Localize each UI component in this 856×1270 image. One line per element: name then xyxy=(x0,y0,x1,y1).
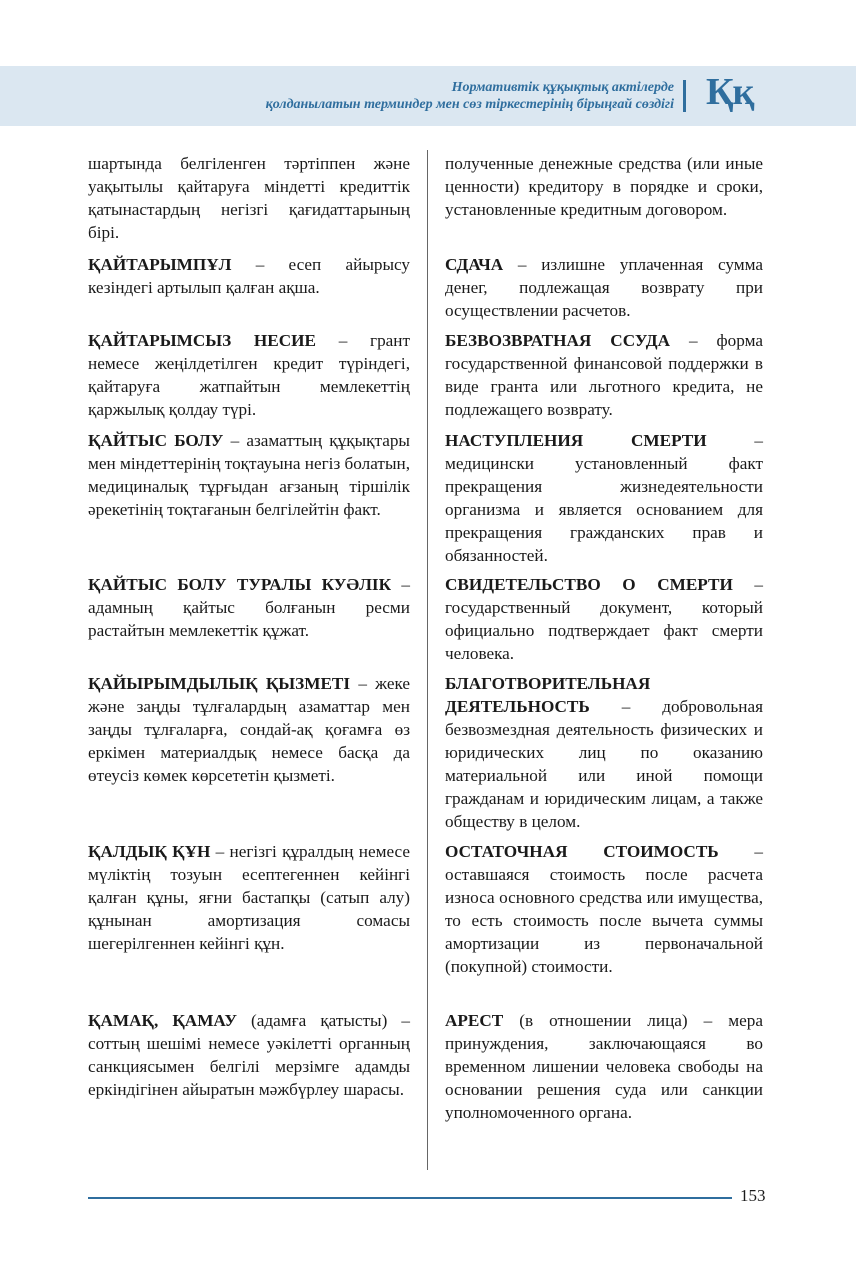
entry-kz xyxy=(88,1009,410,1101)
footer-rule xyxy=(88,1197,732,1199)
column-divider xyxy=(427,150,428,1170)
entry-term-kz: ҚАЙТАРЫМСЫЗ НЕСИЕ xyxy=(88,331,317,350)
entry-term-ru: СДАЧА xyxy=(445,255,504,274)
header-separator xyxy=(683,80,686,112)
entry-definition-kz: – адамның қайтыс болғанын ресми растайтын мемлекеттік құжат. xyxy=(88,575,410,640)
entry-definition-kz: – жеке және заңды тұлғалардың азаматтар мен заңды тұлғаларға, сондай-ақ қоғамға өз еркімен материалдық немесе басқа да өтеусіз көмек көрсететін қызметі. xyxy=(88,674,410,785)
entry-kz xyxy=(88,429,410,521)
entry-definition-kz: – есеп айырысу кезіндегі артылып қалған ақша. xyxy=(88,255,410,297)
entry-term-ru: АРЕСТ xyxy=(445,1011,504,1030)
entry-term-kz: ҚАЙЫРЫМДЫЛЫҚ ҚЫЗМЕТІ xyxy=(88,674,351,693)
section-letter: Ққ xyxy=(706,71,754,113)
entry-term-ru: ОСТАТОЧНАЯ СТОИМОСТЬ xyxy=(445,842,719,861)
entry-term-ru: НАСТУПЛЕНИЯ СМЕРТИ xyxy=(445,431,707,450)
entry-kz xyxy=(88,573,410,642)
entry-kz xyxy=(88,840,410,955)
entry-definition-ru: (в отношении лица) – мера принуждения, заключающаяся во временном лишении человека свободы на основании решения суда или санкции уполномоченного органа. xyxy=(445,1011,763,1122)
page-number: 153 xyxy=(740,1186,766,1205)
entry-ru xyxy=(445,672,763,833)
entry-term-ru: БЕЗВОЗВРАТНАЯ ССУДА xyxy=(445,331,671,350)
entry-kz xyxy=(88,672,410,787)
dictionary-title-line2: қолданылатын терминдер мен сөз тіркестерінің бірыңғай сөздігі xyxy=(265,97,674,112)
entry-definition-ru: – оставшаяся стоимость после расчета износа основного средства или имущества, то есть стоимость после вычета суммы амортизации из первоначальной (покупной) стоимости. xyxy=(445,842,763,976)
entry-term-kz: ҚАМАҚ, ҚАМАУ xyxy=(88,1011,237,1030)
dictionary-title-line1: Нормативтік құқықтық актілерде xyxy=(451,80,674,95)
entry-definition-kz: – негізгі құралдың немесе мүліктің тозуын есептегеннен кейінгі қалған құны, яғни бастапқы (сатып алу) құнынан амортизация сомасы шегерілгеннен кейінгі құн. xyxy=(88,842,410,953)
entry-definition-ru: – форма государственной финансовой поддержки в виде гранта или льготного кредита, не подлежащего возврату. xyxy=(445,331,763,419)
entry-ru xyxy=(445,429,763,567)
dictionary-title xyxy=(266,79,674,113)
entry-definition-kz: – грант немесе жеңілдетілген кредит түріндегі, қайтаруға жатпайтын мемлекеттің қаржылық қолдау түрі. xyxy=(88,331,410,419)
entry-definition-kz: – азаматтың құқықтары мен міндеттерінің тоқтауына негіз болатын, медициналық тұрғыдан ағзаның тіршілік әрекетінің тоқтағанын белгілейтін факт. xyxy=(88,431,410,519)
entry-term-ru: СВИДЕТЕЛЬСТВО О СМЕРТИ xyxy=(445,575,733,594)
entry-term-kz: ҚАЙТЫС БОЛУ ТУРАЛЫ КУӘЛІК xyxy=(88,575,392,594)
entry-term-kz: ҚАЛДЫҚ ҚҰН xyxy=(88,842,211,861)
entry-ru xyxy=(445,573,763,665)
entry-definition-ru: – медицински установленный факт прекращения жизнедеятельности организма и является основанием для прекращения гражданских прав и обязанностей. xyxy=(445,431,763,565)
entry-ru xyxy=(445,253,763,322)
entry-term-ru: БЛАГОТВОРИТЕЛЬНАЯ ДЕЯТЕЛЬНОСТЬ xyxy=(445,674,651,716)
entry-kz xyxy=(88,329,410,421)
entry-definition-ru: – государственный документ, который официально подтверждает факт смерти человека. xyxy=(445,575,764,663)
entry-definition-kz: шартында белгіленген тәртіппен және уақытылы қайтаруға міндетті кредиттік қатынастардың негізгі қағидаттарының бірі. xyxy=(88,154,410,242)
entry-term-kz: ҚАЙТЫС БОЛУ xyxy=(88,431,224,450)
entry-ru xyxy=(445,329,763,421)
entry-term-kz: ҚАЙТАРЫМПҰЛ xyxy=(88,255,232,274)
entry-kz-continuation xyxy=(88,152,410,244)
entry-definition-ru: полученные денежные средства (или иные ценности) кредитору в порядке и сроки, установленные кредитным договором. xyxy=(445,154,763,219)
entry-ru xyxy=(445,840,763,978)
entry-kz xyxy=(88,253,410,299)
entry-definition-ru: – добровольная безвозмездная деятельность физических и юридических лиц по оказанию материальной или иной помощи гражданам и юридическим лицам, а также обществу в целом. xyxy=(445,697,763,831)
entry-ru xyxy=(445,1009,763,1124)
entry-ru-continuation xyxy=(445,152,763,221)
entry-definition-ru: – излишне уплаченная сумма денег, подлежащая возврату при осуществлении расчетов. xyxy=(445,255,763,320)
entry-definition-kz: (адамға қатысты) – соттың шешімі немесе уәкілетті органның санкциясымен белгілі мерзімге адамды еркіндігінен айыратын мәжбүрлеу шарасы. xyxy=(88,1011,410,1099)
